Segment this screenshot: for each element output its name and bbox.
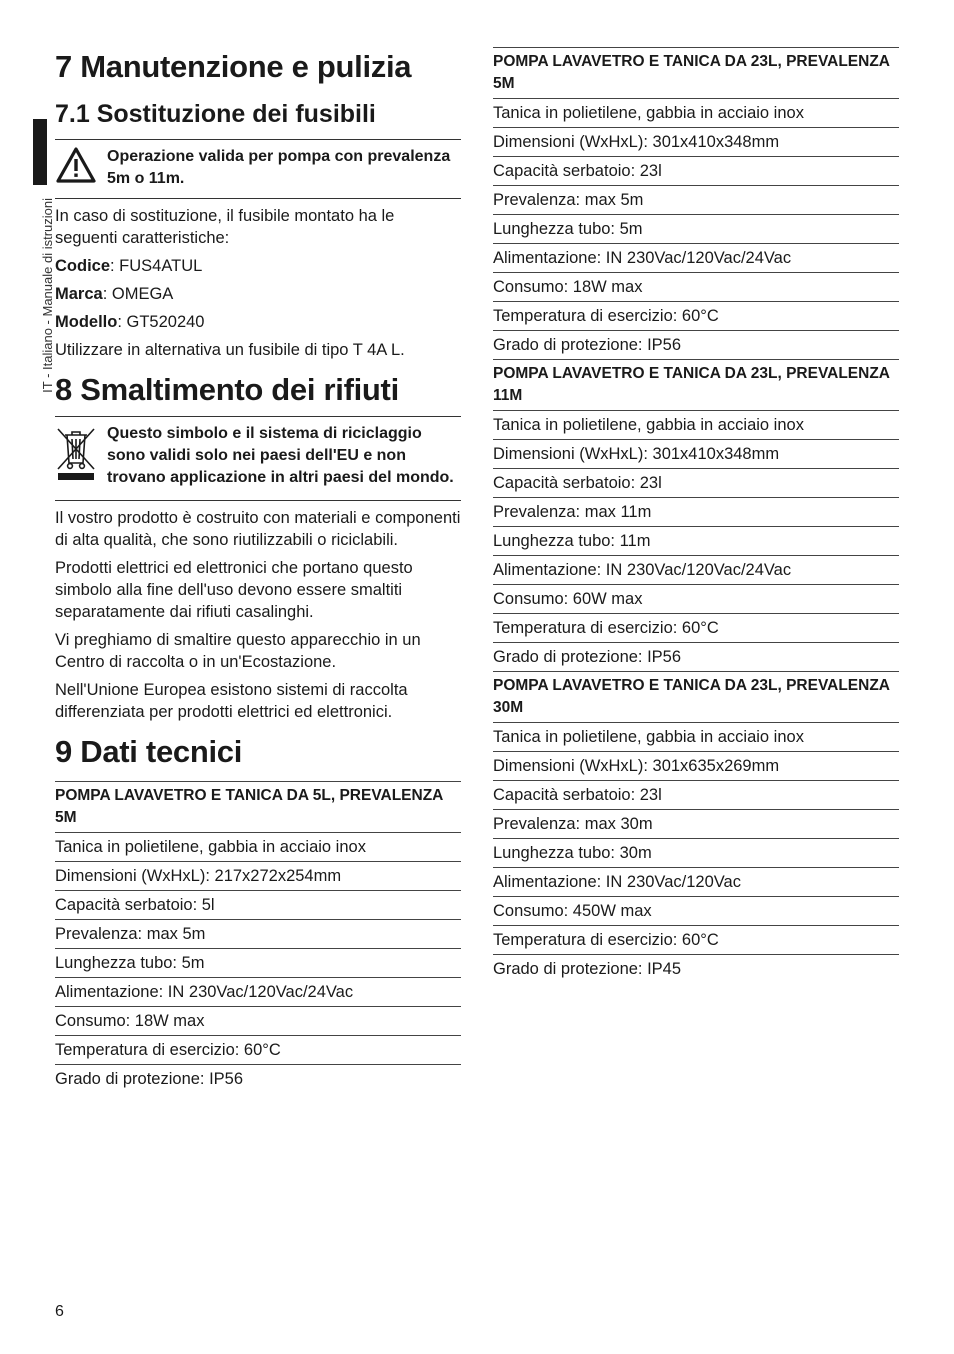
spec-row: Tanica in polietilene, gabbia in acciaio inox xyxy=(493,410,899,439)
spec-row: Alimentazione: IN 230Vac/120Vac/24Vac xyxy=(55,977,461,1006)
spec-heading: POMPA LAVAVETRO E TANICA DA 5L, PREVALENZA 5M xyxy=(55,781,461,832)
weee-note xyxy=(55,416,461,501)
spec-heading: POMPA LAVAVETRO E TANICA DA 23L, PREVALENZA 30M xyxy=(493,671,899,722)
section-7-title: 7 Manutenzione e pulizia xyxy=(55,49,412,84)
field-value: : FUS4ATUL xyxy=(110,257,203,276)
warning-text: Operazione valida per pompa con prevalenza 5m o 11m. xyxy=(107,148,451,188)
spec-row: Lunghezza tubo: 30m xyxy=(493,838,899,867)
spec-row: Tanica in polietilene, gabbia in acciaio inox xyxy=(493,98,899,127)
spec-row: Temperatura di esercizio: 60°C xyxy=(493,613,899,642)
spec-heading: POMPA LAVAVETRO E TANICA DA 23L, PREVALENZA 11M xyxy=(493,359,899,410)
spec-row: Lunghezza tubo: 5m xyxy=(493,214,899,243)
spec-row: Capacità serbatoio: 23l xyxy=(493,156,899,185)
field-value: : OMEGA xyxy=(102,285,174,304)
fuse-alternative: Utilizzare in alternativa un fusibile di tipo T 4A L. xyxy=(55,341,405,360)
spec-row: Alimentazione: IN 230Vac/120Vac xyxy=(493,867,899,896)
spec-row: Dimensioni (WxHxL): 301x410x348mm xyxy=(493,127,899,156)
crossed-bin-icon xyxy=(55,423,97,492)
fuse-intro: In caso di sostituzione, il fusibile montato ha le seguenti caratteristiche: xyxy=(55,207,395,248)
spec-row: Prevalenza: max 11m xyxy=(493,497,899,526)
spec-row: Grado di protezione: IP45 xyxy=(493,954,899,983)
spec-row: Grado di protezione: IP56 xyxy=(493,330,899,359)
disposal-paragraph: Prodotti elettrici ed elettronici che portano questo simbolo alla fine dell'uso devono essere smaltiti separatamente dai rifiuti casalinghi. xyxy=(55,559,413,622)
side-language-label: IT - Italiano - Manuale di istruzioni xyxy=(40,198,55,393)
spec-row: Alimentazione: IN 230Vac/120Vac/24Vac xyxy=(493,243,899,272)
side-marker-bar xyxy=(33,119,47,185)
spec-row: Grado di protezione: IP56 xyxy=(55,1064,461,1093)
spec-row: Temperatura di esercizio: 60°C xyxy=(493,301,899,330)
spec-row: Prevalenza: max 5m xyxy=(493,185,899,214)
spec-row: Capacità serbatoio: 5l xyxy=(55,890,461,919)
spec-row: Consumo: 450W max xyxy=(493,896,899,925)
disposal-paragraph: Vi preghiamo di smaltire questo apparecchio in un Centro di raccolta o in un'Ecostazione. xyxy=(55,631,421,672)
field-value: : GT520240 xyxy=(117,313,205,332)
spec-block-23l-30m xyxy=(493,671,899,983)
warning-triangle-icon xyxy=(55,146,97,189)
spec-row: Consumo: 18W max xyxy=(55,1006,461,1035)
right-column xyxy=(493,47,899,983)
disposal-paragraph: Nell'Unione Europea esistono sistemi di raccolta differenziata per prodotti elettrici ed elettronici. xyxy=(55,681,408,722)
spec-row: Dimensioni (WxHxL): 301x410x348mm xyxy=(493,439,899,468)
field-label: Codice xyxy=(55,257,111,276)
spec-row: Consumo: 60W max xyxy=(493,584,899,613)
spec-row: Temperatura di esercizio: 60°C xyxy=(493,925,899,954)
page-number: 6 xyxy=(55,1303,64,1320)
spec-row: Dimensioni (WxHxL): 301x635x269mm xyxy=(493,751,899,780)
spec-row: Dimensioni (WxHxL): 217x272x254mm xyxy=(55,861,461,890)
section-7-1-title: 7.1 Sostituzione dei fusibili xyxy=(55,100,376,129)
spec-row: Capacità serbatoio: 23l xyxy=(493,780,899,809)
spec-block-23l-5m xyxy=(493,47,899,359)
field-label: Modello xyxy=(55,313,118,332)
spec-row: Tanica in polietilene, gabbia in acciaio inox xyxy=(55,832,461,861)
fuse-field-brand xyxy=(55,283,461,305)
warning-note xyxy=(55,139,461,199)
field-label: Marca xyxy=(55,285,103,304)
section-9-title: 9 Dati tecnici xyxy=(55,734,243,770)
spec-row: Prevalenza: max 5m xyxy=(55,919,461,948)
spec-row: Grado di protezione: IP56 xyxy=(493,642,899,671)
spec-row: Lunghezza tubo: 11m xyxy=(493,526,899,555)
weee-note-text: Questo simbolo e il sistema di riciclaggio sono validi solo nei paesi dell'EU e non trovano applicazione in altri paesi del mondo. xyxy=(107,425,454,487)
fuse-field-model xyxy=(55,311,461,333)
spec-block-23l-11m xyxy=(493,359,899,671)
spec-row: Tanica in polietilene, gabbia in acciaio inox xyxy=(493,722,899,751)
spec-row: Temperatura di esercizio: 60°C xyxy=(55,1035,461,1064)
spec-row: Lunghezza tubo: 5m xyxy=(55,948,461,977)
section-8-title: 8 Smaltimento dei rifiuti xyxy=(55,372,399,408)
fuse-field-code xyxy=(55,255,461,277)
spec-row: Alimentazione: IN 230Vac/120Vac/24Vac xyxy=(493,555,899,584)
spec-block-5l-5m xyxy=(55,781,461,1093)
spec-heading: POMPA LAVAVETRO E TANICA DA 23L, PREVALENZA 5M xyxy=(493,47,899,98)
left-column xyxy=(55,44,461,1093)
disposal-paragraph: Il vostro prodotto è costruito con materiali e componenti di alta qualità, che sono riutilizzabili o riciclabili. xyxy=(55,509,461,550)
spec-row: Consumo: 18W max xyxy=(493,272,899,301)
spec-row: Capacità serbatoio: 23l xyxy=(493,468,899,497)
spec-row: Prevalenza: max 30m xyxy=(493,809,899,838)
